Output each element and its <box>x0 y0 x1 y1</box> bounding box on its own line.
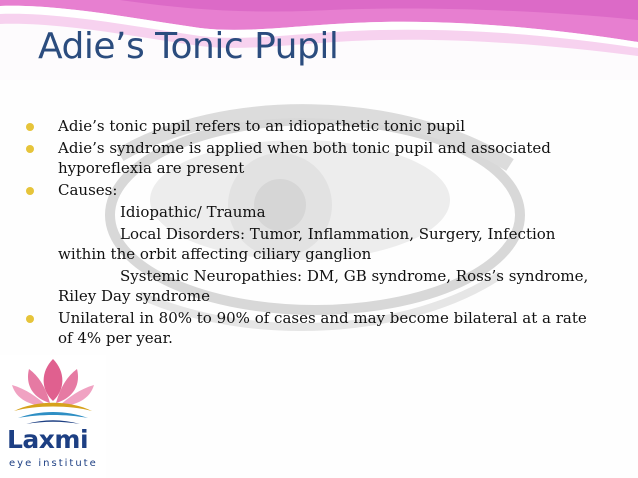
bullet-dot-icon <box>26 187 34 195</box>
bullet-item <box>20 180 600 200</box>
slide-title: Adie’s Tonic Pupil <box>38 26 339 67</box>
bullet-dot-icon <box>26 315 34 323</box>
cause-item <box>20 202 600 222</box>
bullet-text: Unilateral in 80% to 90% of cases and may become bilateral at a rate of 4% per year. <box>58 309 587 347</box>
cause-item <box>20 224 600 264</box>
bullet-dot-icon <box>26 123 34 131</box>
cause-item <box>20 266 600 306</box>
cause-text-continued: Riley Day syndrome <box>58 287 210 305</box>
bullet-text: Causes: <box>58 181 118 199</box>
cause-text: Systemic Neuropathies: DM, GB syndrome, Ross’s syndrome, <box>120 267 589 285</box>
lotus-logo-icon <box>0 355 106 427</box>
cause-text: Local Disorders: Tumor, Inflammation, Surgery, Infection <box>120 225 556 243</box>
bullet-item <box>20 308 600 348</box>
bullet-text: Adie’s syndrome is applied when both tonic pupil and associated hyporeflexia are present <box>58 139 551 177</box>
bullet-list <box>20 116 600 348</box>
logo-wordmark: Laxmi <box>7 425 89 454</box>
bullet-dot-icon <box>26 145 34 153</box>
bullet-item <box>20 138 600 178</box>
bullet-item <box>20 116 600 136</box>
cause-text-continued: within the orbit affecting ciliary ganglion <box>58 245 372 263</box>
cause-text: Idiopathic/ Trauma <box>120 203 266 221</box>
bullet-text: Adie’s tonic pupil refers to an idiopathetic tonic pupil <box>58 117 466 135</box>
logo-tagline: eye institute <box>9 458 98 469</box>
